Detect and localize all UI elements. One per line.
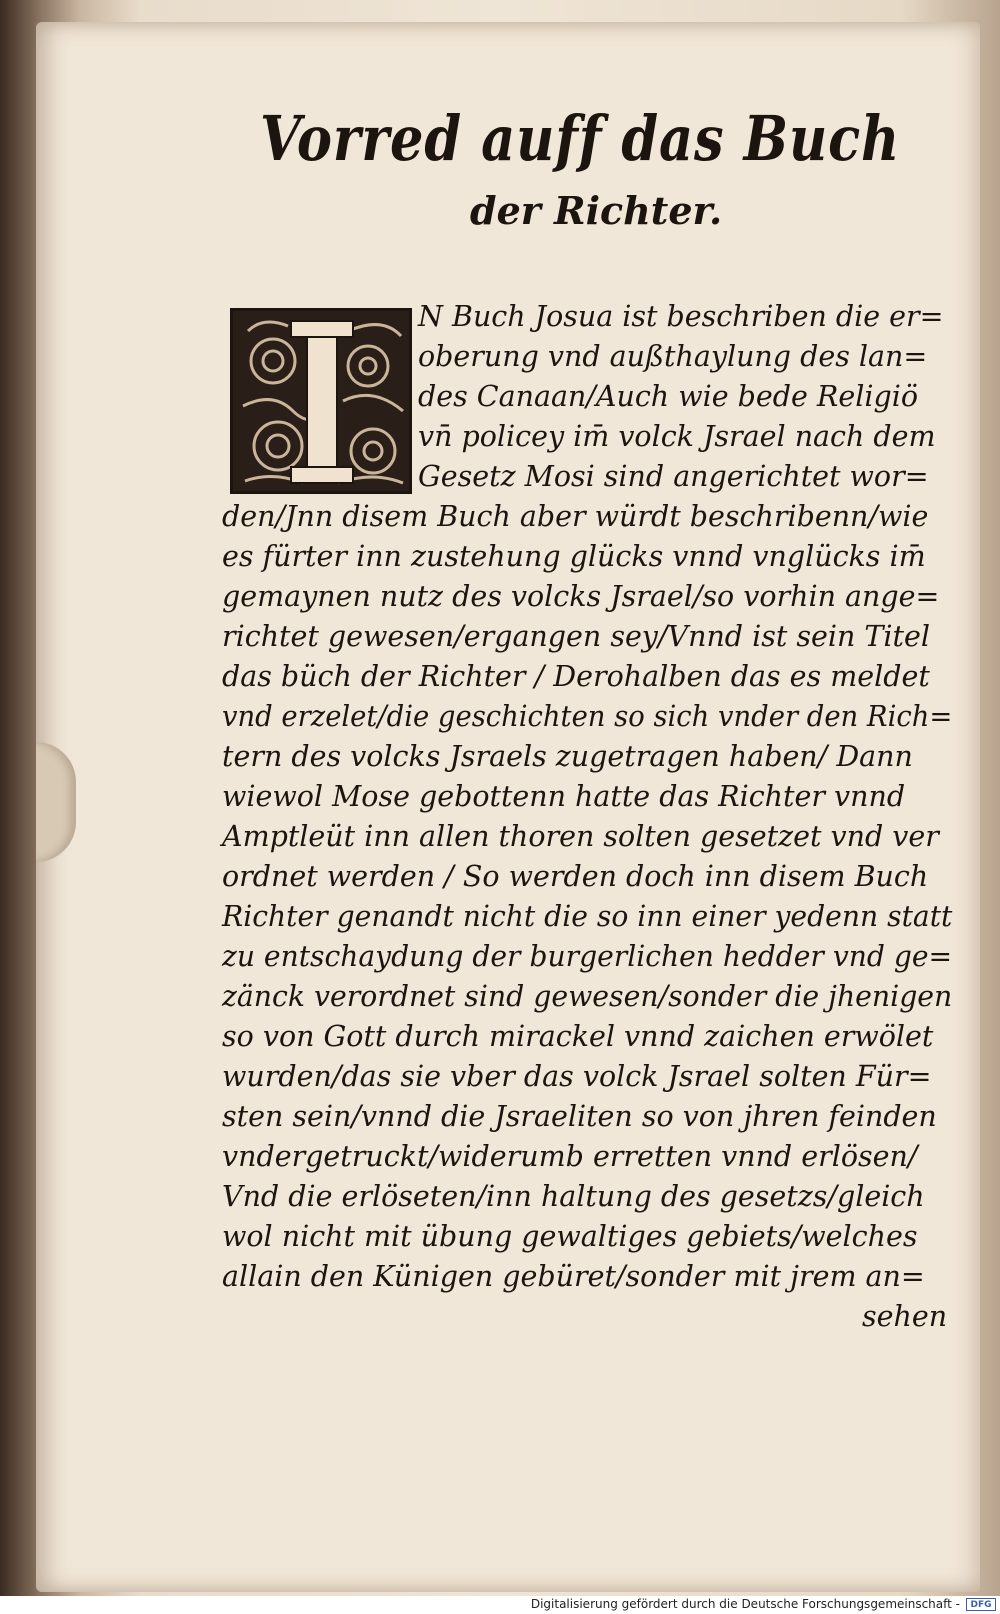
body-line: so von Gott durch mirackel vnnd zaichen erwölet: [222, 1020, 934, 1053]
body-line: zänck verordnet sind gewesen/sonder die jhenigen: [222, 980, 953, 1013]
body-line: Gesetz Mosi sind angerichtet wor=: [418, 460, 929, 493]
dfg-logo: DFG: [966, 1598, 996, 1611]
decorated-initial-i: [230, 308, 412, 494]
catchword: sehen: [862, 1300, 948, 1333]
body-line: Amptleüt inn allen thoren solten gesetzet vnd ver: [222, 820, 939, 853]
body-line: es fürter inn zustehung glücks vnnd vnglücks im̄: [222, 540, 926, 573]
body-line: vnd erzelet/die geschichten so sich vnder den Rich=: [222, 700, 953, 733]
body-line: oberung vnd außthaylung des lan=: [418, 340, 928, 373]
body-line: wurden/das sie vber das volck Jsrael solten Für=: [222, 1060, 932, 1093]
body-line: sten sein/vnnd die Jsraeliten so von jhren feinden: [222, 1100, 937, 1133]
footer-credit: Digitalisierung gefördert durch die Deutsche Forschungsgemeinschaft -: [530, 1597, 960, 1611]
body-line: N Buch Josua ist beschriben die er=: [418, 300, 944, 333]
body-line: gemaynen nutz des volcks Jsrael/so vorhin ange=: [222, 580, 940, 613]
body-line: das büch der Richter / Derohalben das es meldet: [222, 660, 930, 693]
body-line: ordnet werden / So werden doch inn disem Buch: [222, 860, 929, 893]
footer-bar: [0, 1596, 1000, 1614]
page-subtitle: der Richter.: [470, 188, 723, 233]
page-title: Vorred auff das Buch: [260, 102, 901, 175]
body-line: wol nicht mit übung gewaltiges gebiets/welches: [222, 1220, 918, 1253]
body-line: tern des volcks Jsraels zugetragen haben/ Dann: [222, 740, 913, 773]
body-line: wiewol Mose gebottenn hatte das Richter vnnd: [222, 780, 906, 813]
page-edge-tab: [36, 742, 76, 862]
body-line: Richter genandt nicht die so inn einer yedenn statt: [222, 900, 953, 933]
body-line: zu entschaydung der burgerlichen hedder vnd ge=: [222, 940, 953, 973]
body-line: den/Jnn disem Buch aber würdt beschribenn/wie: [222, 500, 929, 533]
body-line: vndergetruckt/widerumb erretten vnnd erlösen/: [222, 1140, 918, 1173]
body-line: vn̄ policey im̄ volck Jsrael nach dem: [418, 420, 936, 453]
body-line: allain den Künigen gebüret/sonder mit jrem an=: [222, 1260, 925, 1293]
ornament-illustration: [233, 311, 409, 491]
body-line: Vnd die erlöseten/inn haltung des gesetzs/gleich: [222, 1180, 925, 1213]
body-line: richtet gewesen/ergangen sey/Vnnd ist sein Titel: [222, 620, 930, 653]
body-line: des Canaan/Auch wie bede Religiö: [418, 380, 918, 413]
